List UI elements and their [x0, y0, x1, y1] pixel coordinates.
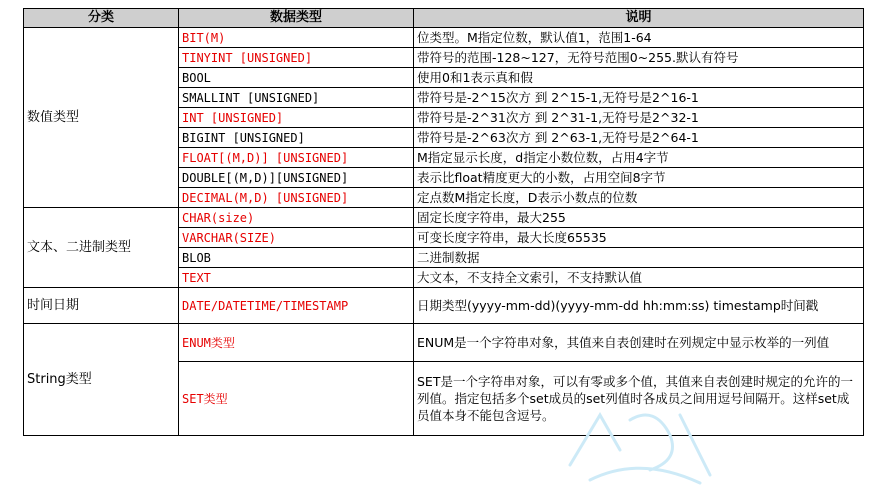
category-cell: 文本、二进制类型 — [24, 208, 179, 288]
category-cell: String类型 — [24, 324, 179, 436]
table-row — [24, 324, 864, 362]
table-row — [24, 28, 864, 48]
data-types-table — [23, 8, 864, 436]
type-cell: CHAR(size) — [179, 208, 414, 228]
type-cell: BOOL — [179, 68, 414, 88]
header-description: 说明 — [414, 9, 864, 28]
type-cell: DATE/DATETIME/TIMESTAMP — [179, 288, 414, 324]
type-cell: TINYINT [UNSIGNED] — [179, 48, 414, 68]
description-cell: 表示比float精度更大的小数，占用空间8字节 — [414, 168, 864, 188]
description-cell: ENUM是一个字符串对象，其值来自表创建时在列规定中显示枚举的一列值 — [414, 324, 864, 362]
type-cell: DOUBLE[(M,D)][UNSIGNED] — [179, 168, 414, 188]
type-cell: DECIMAL(M,D) [UNSIGNED] — [179, 188, 414, 208]
description-cell: 带符号的范围-128~127，无符号范围0~255.默认有符号 — [414, 48, 864, 68]
description-cell: 定点数M指定长度，D表示小数点的位数 — [414, 188, 864, 208]
description-cell: 带符号是-2^63次方 到 2^63-1,无符号是2^64-1 — [414, 128, 864, 148]
type-cell: SMALLINT [UNSIGNED] — [179, 88, 414, 108]
type-cell: ENUM类型 — [179, 324, 414, 362]
description-cell: M指定显示长度，d指定小数位数，占用4字节 — [414, 148, 864, 168]
description-cell: 位类型。M指定位数，默认值1，范围1-64 — [414, 28, 864, 48]
description-cell: 使用0和1表示真和假 — [414, 68, 864, 88]
description-cell: 带符号是-2^15次方 到 2^15-1,无符号是2^16-1 — [414, 88, 864, 108]
table-row — [24, 288, 864, 324]
type-cell: SET类型 — [179, 362, 414, 436]
description-cell: 带符号是-2^31次方 到 2^31-1,无符号是2^32-1 — [414, 108, 864, 128]
type-cell: FLOAT[(M,D)] [UNSIGNED] — [179, 148, 414, 168]
type-cell: BIT(M) — [179, 28, 414, 48]
header-row — [24, 9, 864, 28]
description-cell: 大文本，不支持全文索引，不支持默认值 — [414, 268, 864, 288]
description-cell: 日期类型(yyyy-mm-dd)(yyyy-mm-dd hh:mm:ss) timestamp时间戳 — [414, 288, 864, 324]
type-cell: BIGINT [UNSIGNED] — [179, 128, 414, 148]
header-category: 分类 — [24, 9, 179, 28]
type-cell: VARCHAR(SIZE) — [179, 228, 414, 248]
description-cell: 二进制数据 — [414, 248, 864, 268]
description-cell: 固定长度字符串，最大255 — [414, 208, 864, 228]
description-cell: 可变长度字符串，最大长度65535 — [414, 228, 864, 248]
description-cell: SET是一个字符串对象，可以有零或多个值，其值来自表创建时规定的允许的一列值。指定包括多个set成员的set列值时各成员之间用逗号间隔开。这样set成员值本身不能包含逗号。 — [414, 362, 864, 436]
table-row — [24, 208, 864, 228]
header-type: 数据类型 — [179, 9, 414, 28]
category-cell: 时间日期 — [24, 288, 179, 324]
type-cell: TEXT — [179, 268, 414, 288]
category-cell: 数值类型 — [24, 28, 179, 208]
type-cell: BLOB — [179, 248, 414, 268]
type-cell: INT [UNSIGNED] — [179, 108, 414, 128]
